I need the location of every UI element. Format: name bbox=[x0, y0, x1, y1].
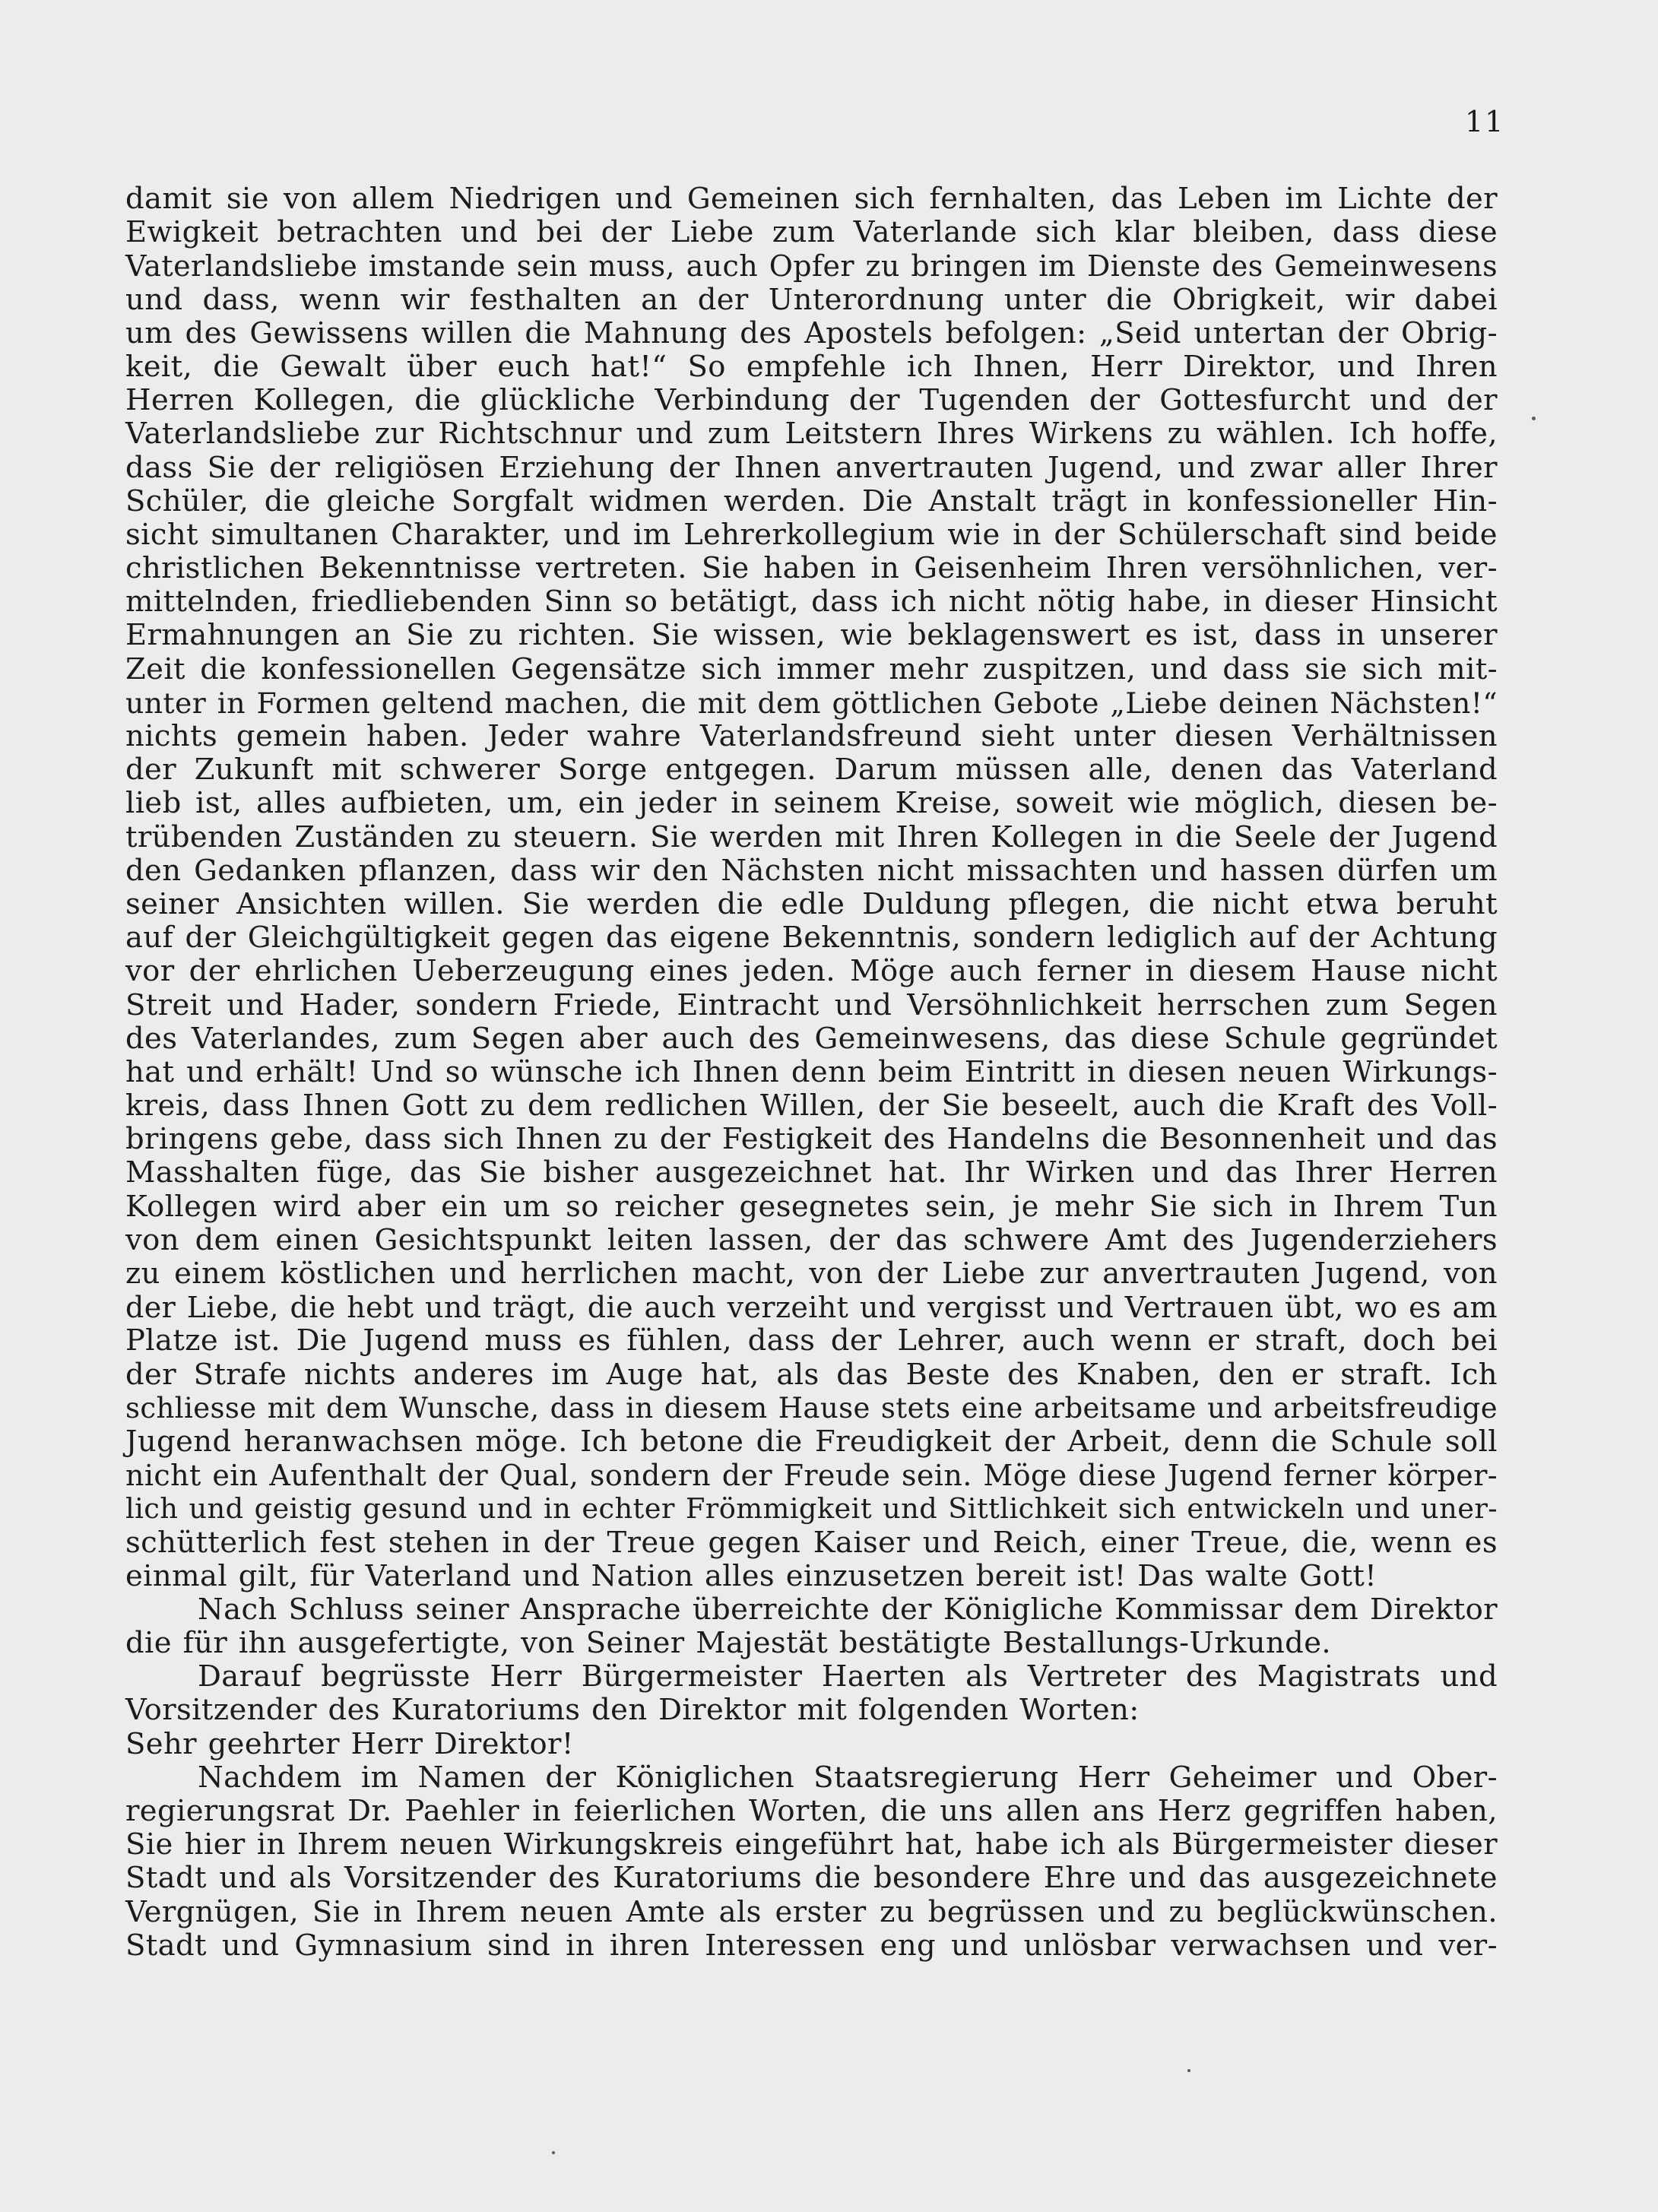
text-line: einmal gilt, für Vaterland und Nation alles einzusetzen bereit ist! Das walte Gott! bbox=[125, 1558, 1377, 1593]
text-line: sicht simultanen Charakter, und im Lehrerkollegium wie in der Schülerschaft sind beide bbox=[125, 517, 1498, 552]
text-line: Platze ist. Die Jugend muss es fühlen, dass der Lehrer, auch wenn er straft, doch bei bbox=[125, 1323, 1498, 1358]
text-line: Schüler, die gleiche Sorgfalt widmen werden. Die Anstalt trägt in konfessioneller Hin- bbox=[125, 483, 1498, 518]
text-line: den Gedanken pflanzen, dass wir den Nächsten nicht missachten und hassen dürfen um bbox=[125, 853, 1498, 888]
text-line: zu einem köstlichen und herrlichen macht, von der Liebe zur anvertrauten Jugend, von bbox=[125, 1257, 1498, 1291]
text-line: schütterlich fest stehen in der Treue gegen Kaiser und Reich, einer Treue, die, wenn es bbox=[125, 1525, 1498, 1560]
text-line: damit sie von allem Niedrigen und Gemeinen sich fernhalten, das Leben im Lichte der bbox=[125, 182, 1498, 216]
text-line: seiner Ansichten willen. Sie werden die edle Duldung pflegen, die nicht etwa beruht bbox=[125, 886, 1498, 921]
text-line: der Zukunft mit schwerer Sorge entgegen. Darum müssen alle, denen das Vaterland bbox=[125, 753, 1498, 788]
page-number: 11 bbox=[1465, 105, 1505, 138]
text-line: Streit und Hader, sondern Friede, Eintracht und Versöhnlichkeit herrschen zum Segen bbox=[125, 987, 1498, 1022]
text-line: schliesse mit dem Wunsche, dass in diesem Hause stets eine arbeitsame und arbeitsfreudige bbox=[125, 1391, 1498, 1424]
text-line: die für ihn ausgefertigte, von Seiner Majestät bestätigte Bestallungs-Urkunde. bbox=[125, 1626, 1332, 1661]
text-line: keit, die Gewalt über euch hat!“ So empfehle ich Ihnen, Herr Direktor, und Ihren bbox=[125, 349, 1498, 384]
text-line: Darauf begrüsste Herr Bürgermeister Haerten als Vertreter des Magistrats und bbox=[198, 1659, 1498, 1694]
text-line: Sie hier in Ihrem neuen Wirkungskreis eingeführt hat, habe ich als Bürgermeister dieser bbox=[125, 1827, 1498, 1862]
text-line: unter in Formen geltend machen, die mit dem göttlichen Gebote „Liebe deinen Nächsten!“ bbox=[125, 686, 1498, 720]
text-line: Vaterlandsliebe imstande sein muss, auch Opfer zu bringen im Dienste des Gemeinwesens bbox=[125, 249, 1498, 284]
text-line: Stadt und als Vorsitzender des Kuratoriums die besondere Ehre und das ausgezeichnete bbox=[125, 1861, 1498, 1896]
text-line: Vorsitzender des Kuratoriums den Direktor mit folgenden Worten: bbox=[125, 1693, 1140, 1728]
text-line: Nachdem im Namen der Königlichen Staatsregierung Herr Geheimer und Ober- bbox=[198, 1760, 1498, 1795]
text-line: der Liebe, die hebt und trägt, die auch verzeiht und vergisst und Vertrauen übt, wo es am bbox=[125, 1291, 1498, 1325]
text-line: nicht ein Aufenthalt der Qual, sondern der Freude sein. Möge diese Jugend ferner körper- bbox=[125, 1459, 1498, 1493]
text-line: Vergnügen, Sie in Ihrem neuen Amte als erster zu begrüssen und zu beglückwünschen. bbox=[125, 1894, 1498, 1929]
text-line: der Strafe nichts anderes im Auge hat, als das Beste des Knaben, den er straft. Ich bbox=[125, 1357, 1498, 1392]
text-line: und dass, wenn wir festhalten an der Unterordnung unter die Obrigkeit, wir dabei bbox=[125, 282, 1498, 317]
paper-speck bbox=[552, 2151, 555, 2154]
text-line: auf der Gleichgültigkeit gegen das eigene Bekenntnis, sondern lediglich auf der Achtung bbox=[125, 921, 1498, 955]
text-line: mittelnden, friedliebenden Sinn so betätigt, dass ich nicht nötig habe, in dieser Hinsicht bbox=[125, 585, 1498, 620]
paper-speck bbox=[1532, 417, 1536, 420]
text-line: lieb ist, alles aufbieten, um, ein jeder in seinem Kreise, soweit wie möglich, diesen be- bbox=[125, 786, 1498, 821]
text-line: bringens gebe, dass sich Ihnen zu der Festigkeit des Handelns die Besonnenheit und das bbox=[125, 1122, 1498, 1157]
text-line: Vaterlandsliebe zur Richtschnur und zum Leitstern Ihres Wirkens zu wählen. Ich hoffe, bbox=[125, 417, 1498, 452]
text-line: trübenden Zuständen zu steuern. Sie werden mit Ihren Kollegen in die Seele der Jugend bbox=[125, 819, 1498, 854]
text-line: Stadt und Gymnasium sind in ihren Interessen eng und unlösbar verwachsen und ver- bbox=[125, 1928, 1498, 1963]
text-line: Kollegen wird aber ein um so reicher gesegnetes sein, je mehr Sie sich in Ihrem Tun bbox=[125, 1189, 1498, 1224]
text-line: kreis, dass Ihnen Gott zu dem redlichen Willen, der Sie beseelt, auch die Kraft des Voll- bbox=[125, 1089, 1498, 1123]
text-line: regierungsrat Dr. Paehler in feierlichen Worten, die uns allen ans Herz gegriffen haben, bbox=[125, 1794, 1498, 1828]
text-line: hat und erhält! Und so wünsche ich Ihnen denn beim Eintritt in diesen neuen Wirkungs- bbox=[125, 1054, 1498, 1089]
text-line: um des Gewissens willen die Mahnung des Apostels befolgen: „Seid untertan der Obrig- bbox=[125, 315, 1498, 350]
body-text bbox=[125, 182, 1498, 1963]
text-line: Ermahnungen an Sie zu richten. Sie wissen, wie beklagenswert es ist, dass in unserer bbox=[125, 618, 1498, 653]
paper-speck bbox=[1187, 2069, 1190, 2072]
text-line: des Vaterlandes, zum Segen aber auch des Gemeinwesens, das diese Schule gegründet bbox=[125, 1021, 1498, 1056]
text-line: Jugend heranwachsen möge. Ich betone die Freudigkeit der Arbeit, denn die Schule soll bbox=[125, 1424, 1498, 1459]
text-line: Masshalten füge, das Sie bisher ausgezeichnet hat. Ihr Wirken und das Ihrer Herren bbox=[125, 1155, 1498, 1190]
text-line: dass Sie der religiösen Erziehung der Ihnen anvertrauten Jugend, und zwar aller Ihrer bbox=[125, 450, 1498, 485]
text-line: Sehr geehrter Herr Direktor! bbox=[125, 1726, 574, 1761]
text-line: nichts gemein haben. Jeder wahre Vaterlandsfreund sieht unter diesen Verhältnissen bbox=[125, 719, 1498, 753]
text-line: Ewigkeit betrachten und bei der Liebe zum Vaterlande sich klar bleiben, dass diese bbox=[125, 215, 1498, 250]
text-line: Nach Schluss seiner Ansprache überreichte der Königliche Kommissar dem Direktor bbox=[198, 1592, 1498, 1627]
text-line: vor der ehrlichen Ueberzeugung eines jeden. Möge auch ferner in diesem Hause nicht bbox=[125, 954, 1498, 989]
text-line: christlichen Bekenntnisse vertreten. Sie haben in Geisenheim Ihren versöhnlichen, ver- bbox=[125, 551, 1498, 586]
text-line: lich und geistig gesund und in echter Frömmigkeit und Sittlichkeit sich entwickeln und uner- bbox=[125, 1492, 1498, 1526]
text-line: von dem einen Gesichtspunkt leiten lassen, der das schwere Amt des Jugenderziehers bbox=[125, 1222, 1498, 1257]
text-line: Herren Kollegen, die glückliche Verbindung der Tugenden der Gottesfurcht und der bbox=[125, 383, 1498, 418]
text-line: Zeit die konfessionellen Gegensätze sich immer mehr zuspitzen, und dass sie sich mit- bbox=[125, 651, 1498, 686]
